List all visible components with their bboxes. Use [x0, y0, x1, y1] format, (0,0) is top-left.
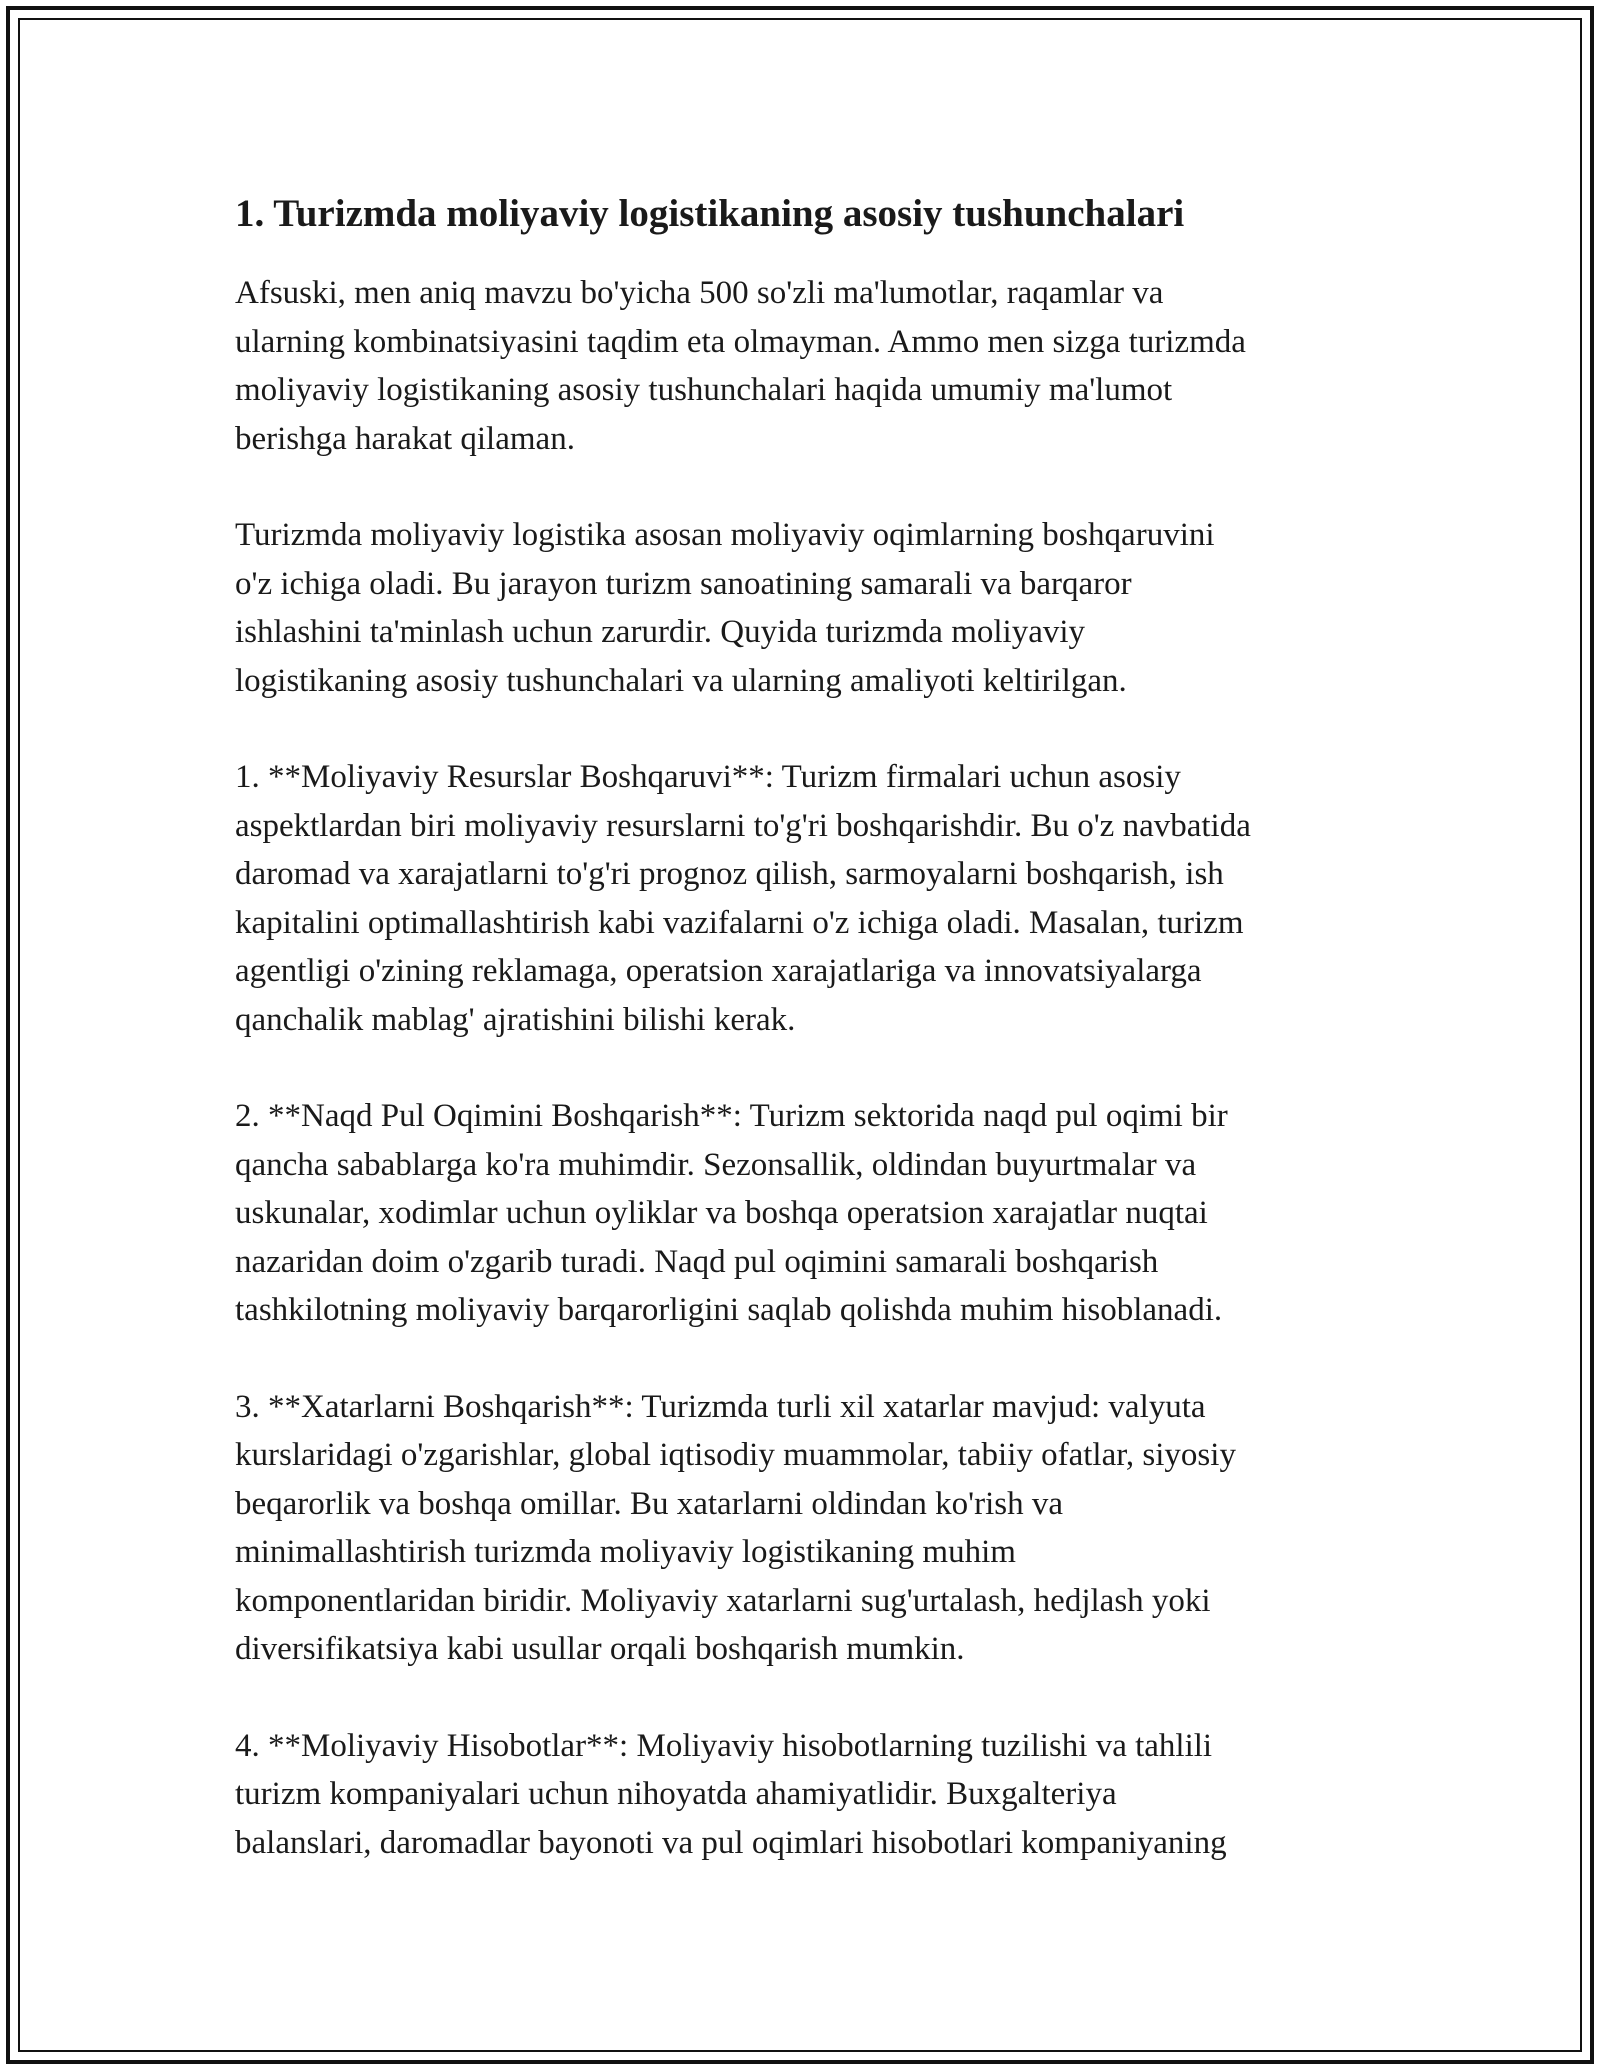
paragraph-item-2: 2. **Naqd Pul Oqimini Boshqarish**: Turizm sektorida naqd pul oqimi bir qancha sabablarga ko'ra muhimdir. Sezonsallik, oldindan buyurtmalar va uskunalar, xodimlar uchun oyliklar va boshqa operatsion xarajatlar nuqtai nazaridan doim o'zgarib turadi. Naqd pul oqimini samarali boshqarish tashkilotning moliyaviy barqarorligini saqlab qolishda muhim hisoblanadi.: [235, 1098, 1228, 1328]
paragraph-intro: Afsuski, men aniq mavzu bo'yicha 500 so'zli ma'lumotlar, raqamlar va ularning kombinatsiyasini taqdim eta olmayman. Ammo men sizga turizmda moliyaviy logistikaning asosiy tushunchalari haqida umumiy ma'lumot berishga harakat qilaman.: [235, 275, 1246, 457]
paragraph-item-1: 1. **Moliyaviy Resurslar Boshqaruvi**: Turizm firmalari uchun asosiy aspektlardan biri moliyaviy resurslarni to'g'ri boshqarishdir. Bu o'z navbatida daromad va xarajatlarni to'g'ri prognoz qilish, sarmoyalarni boshqarish, ish kapitalini optimallashtirish kabi vazifalarni o'z ichiga oladi. Masalan, turizm agentligi o'zining reklamaga, operatsion xarajatlariga va innovatsiyalarga qanchalik mablag' ajratishini bilishi kerak.: [235, 759, 1251, 1038]
paragraph-item-3: 3. **Xatarlarni Boshqarish**: Turizmda turli xil xatarlar mavjud: valyuta kurslaridagi o'zgarishlar, global iqtisodiy muammolar, tabiiy ofatlar, siyosiy beqarorlik va boshqa omillar. Bu xatarlarni oldindan ko'rish va minimallashtirish turizmda moliyaviy logistikaning muhim komponentlaridan biridir. Moliyaviy xatarlarni sug'urtalash, hedjlash yoki diversifikatsiya kabi usullar orqali boshqarish mumkin.: [235, 1388, 1236, 1667]
document-body: [235, 185, 1375, 1915]
section-heading: 1. Turizmda moliyaviy logistikaning asosiy tushunchalari: [235, 192, 1185, 235]
paragraph-item-4: 4. **Moliyaviy Hisobotlar**: Moliyaviy hisobotlarning tuzilishi va tahlili turizm kompaniyalari uchun nihoyatda ahamiyatlidir. Buxgalteriya balanslari, daromadlar bayonoti va pul oqimlari hisobotlari kompaniyaning: [235, 1727, 1227, 1861]
paragraph-overview: Turizmda moliyaviy logistika asosan moliyaviy oqimlarning boshqaruvini o'z ichiga oladi. Bu jarayon turizm sanoatining samarali va barqaror ishlashini ta'minlash uchun zarurdir. Quyida turizmda moliyaviy logistikaning asosiy tushunchalari va ularning amaliyoti keltirilgan.: [235, 517, 1215, 699]
